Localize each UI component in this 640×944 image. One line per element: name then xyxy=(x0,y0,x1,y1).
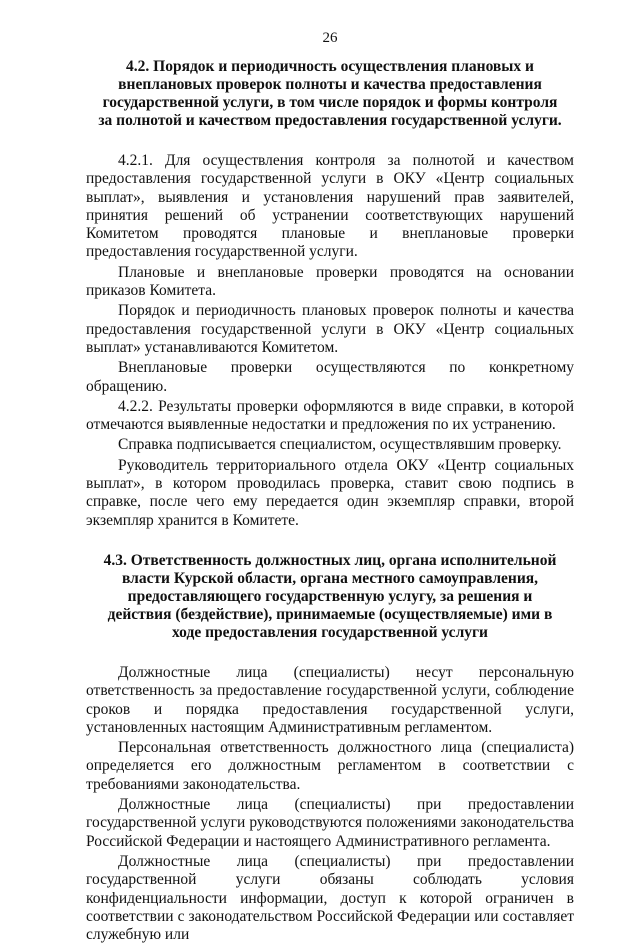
paragraph: Плановые и внеплановые проверки проводятся на основании приказов Комитета. xyxy=(86,263,574,300)
paragraph-4-2-1: 4.2.1. Для осуществления контроля за полнотой и качеством предоставления государственной услуги в ОКУ «Центр социальных выплат», выявления и установления нарушений прав заявителей, принятия решений об устранении соответствующих нарушений Комитетом проводятся плановые и внеплановые проверки предоставления государственной услуги. xyxy=(86,152,574,261)
paragraph: Руководитель территориального отдела ОКУ «Центр социальных выплат», в котором проводилась проверка, ставит свою подпись в справке, после чего ему передается один экземпляр справки, второй экземпляр хранится в Комитете. xyxy=(86,456,574,529)
document-page xyxy=(86,28,574,944)
paragraph: Должностные лица (специалисты) при предоставлении государственной услуги руководствуются положениями законодательства Российской Федерации и настоящего Административного регламента. xyxy=(86,796,574,850)
section-heading-4-3: 4.3. Ответственность должностных лиц, органа исполнительной власти Курской области, органа местного самоуправления, предоставляющего государственную услугу, за решения и действия (бездействие), принимаемые (осуществляемые) ими в ходе предоставления государственной услуги xyxy=(103,551,557,641)
paragraph: Внеплановые проверки осуществляются по конкретному обращению. xyxy=(86,359,574,395)
page-number: 26 xyxy=(322,30,338,46)
paragraph: Должностные лица (специалисты) несут персональную ответственность за предоставление государственной услуги, соблюдение сроков и порядка предоставления государственной услуги, установленных настоящим Административным регламентом. xyxy=(86,663,574,736)
paragraph: Должностные лица (специалисты) при предоставлении государственной услуги обязаны соблюдать условия конфиденциальности информации, доступ к которой ограничен в соответствии с законодательством Российской Федерации или составляет служебную или xyxy=(86,852,574,944)
paragraph: Справка подписывается специалистом, осуществлявшим проверку. xyxy=(118,436,562,454)
section-heading-4-2: 4.2. Порядок и периодичность осуществления плановых и внеплановых проверок полноты и качества предоставления государственной услуги, в том числе порядок и формы контроля за полнотой и качеством предоставления государственной услуги. xyxy=(98,58,562,129)
paragraph-4-2-2: 4.2.2. Результаты проверки оформляются в виде справки, в которой отмечаются выявленные недостатки и предложения по их устранению. xyxy=(86,397,574,434)
paragraph: Порядок и периодичность плановых проверок полноты и качества предоставления государственной услуги в ОКУ «Центр социальных выплат» устанавливаются Комитетом. xyxy=(86,302,574,356)
paragraph: Персональная ответственность должностного лица (специалиста) определяется его должностным регламентом в соответствии с требованиями законодательства. xyxy=(86,739,574,793)
